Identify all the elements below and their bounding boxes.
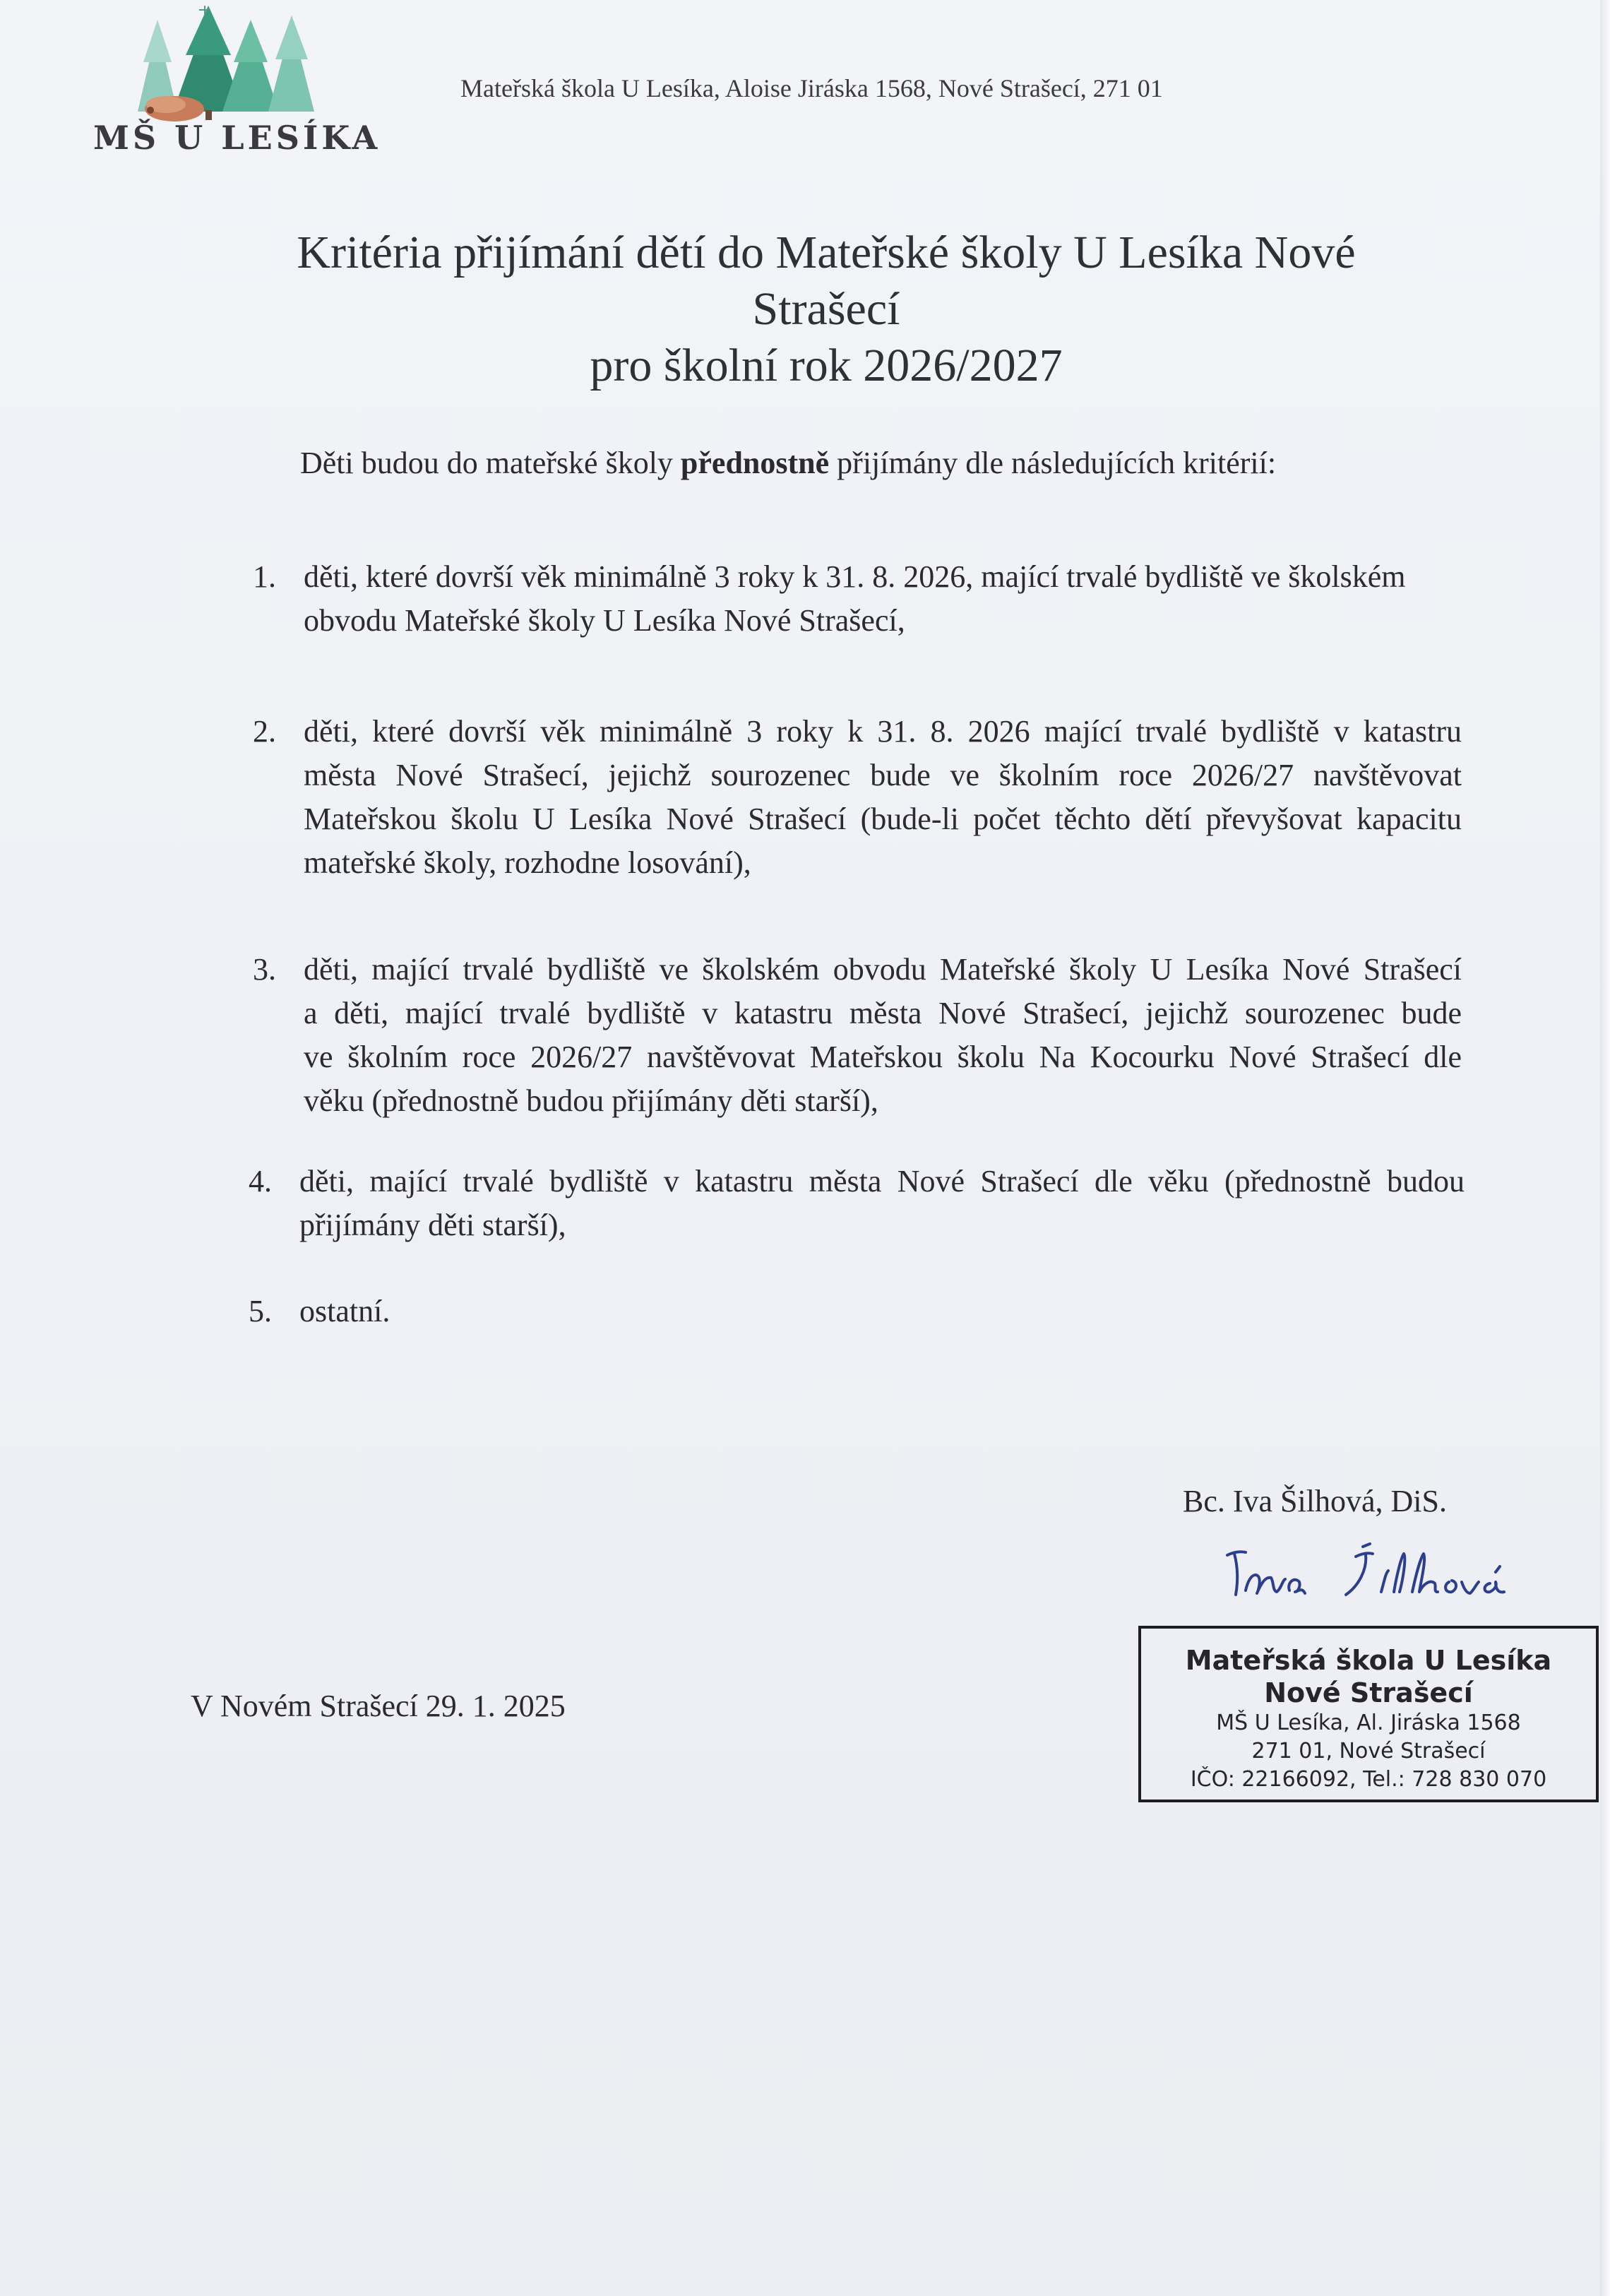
criteria-line: města Nové Strašecí, jejichž sourozenec bude ve školním roce 2026/27 navštěvovat — [304, 758, 1462, 792]
criteria-item — [253, 555, 1453, 654]
criteria-line: děti, které dovrší věk minimálně 3 roky k 31. 8. 2026, mající trvalé bydliště ve školském — [304, 559, 1406, 594]
criteria-line: a děti, mající trvalé bydliště v katastru města Nové Strašecí, jejichž sourozenec bude — [304, 996, 1462, 1030]
criteria-number: 2. — [253, 714, 276, 749]
criteria-line: Mateřskou školu U Lesíka Nové Strašecí (bude-li počet těchto dětí převyšovat kapacitu — [304, 802, 1462, 836]
criteria-number: 4. — [249, 1164, 272, 1198]
intro-text: Děti budou do mateřské školy — [300, 446, 681, 480]
criteria-number: 5. — [249, 1294, 272, 1328]
criteria-line: děti, mající trvalé bydliště ve školském obvodu Mateřské školy U Lesíka Nové Strašecí — [304, 952, 1462, 987]
criteria-line: ostatní. — [299, 1294, 390, 1328]
intro-text: přijímány dle následujících kritérií: — [829, 446, 1277, 480]
stamp-line: MŠ U Lesíka, Al. Jiráska 1568 — [1216, 1711, 1521, 1735]
criteria-item — [249, 1160, 1465, 1259]
trees-logo-icon — [124, 6, 328, 126]
intro-bold-text: přednostně — [680, 446, 830, 480]
intro-paragraph — [300, 445, 1276, 481]
criteria-line: věku (přednostně budou přijímány děti starší), — [304, 1083, 878, 1118]
criteria-number: 3. — [253, 952, 276, 987]
school-logo — [85, 6, 381, 161]
criteria-number: 1. — [253, 559, 276, 594]
signature-icon — [1222, 1525, 1532, 1610]
school-address: Mateřská škola U Lesíka, Aloise Jiráska 1568, Nové Strašecí, 271 01 — [460, 74, 1163, 102]
criteria-line: děti, mající trvalé bydliště v katastru města Nové Strašecí dle věku (přednostně budou — [299, 1164, 1465, 1198]
handwritten-signature — [1222, 1525, 1532, 1610]
title-line: Kritéria přijímání dětí do Mateřské školy U Lesíka Nové — [297, 227, 1356, 278]
title-line: Strašecí — [752, 283, 900, 335]
stamp-line: Nové Strašecí — [1264, 1677, 1473, 1708]
criteria-line: obvodu Mateřské školy U Lesíka Nové Strašecí, — [304, 603, 905, 638]
criteria-item — [253, 710, 1462, 893]
document-date: V Novém Strašecí 29. 1. 2025 — [191, 1689, 566, 1723]
criteria-item — [253, 948, 1462, 1131]
page-edge — [1600, 0, 1610, 2296]
criteria-line: ve školním roce 2026/27 navštěvovat Mateřskou školu Na Kocourku Nové Strašecí dle — [304, 1040, 1462, 1074]
logo-text: MŠ U LESÍKA — [93, 119, 381, 157]
stamp-line: 271 01, Nové Strašecí — [1251, 1739, 1486, 1763]
school-stamp — [1138, 1626, 1599, 1802]
criteria-line: mateřské školy, rozhodne losování), — [304, 845, 751, 880]
criteria-line: přijímány děti starší), — [299, 1208, 566, 1242]
signer-name: Bc. Iva Šilhová, DiS. — [1183, 1484, 1447, 1518]
stamp-line: Mateřská škola U Lesíka — [1185, 1645, 1552, 1676]
document-title — [184, 225, 1469, 394]
criteria-item — [249, 1290, 672, 1339]
title-line: pro školní rok 2026/2027 — [590, 340, 1063, 391]
stamp-line: IČO: 22166092, Tel.: 728 830 070 — [1190, 1767, 1547, 1792]
criteria-line: děti, které dovrší věk minimálně 3 roky k 31. 8. 2026 mající trvalé bydliště v katastru — [304, 714, 1462, 749]
